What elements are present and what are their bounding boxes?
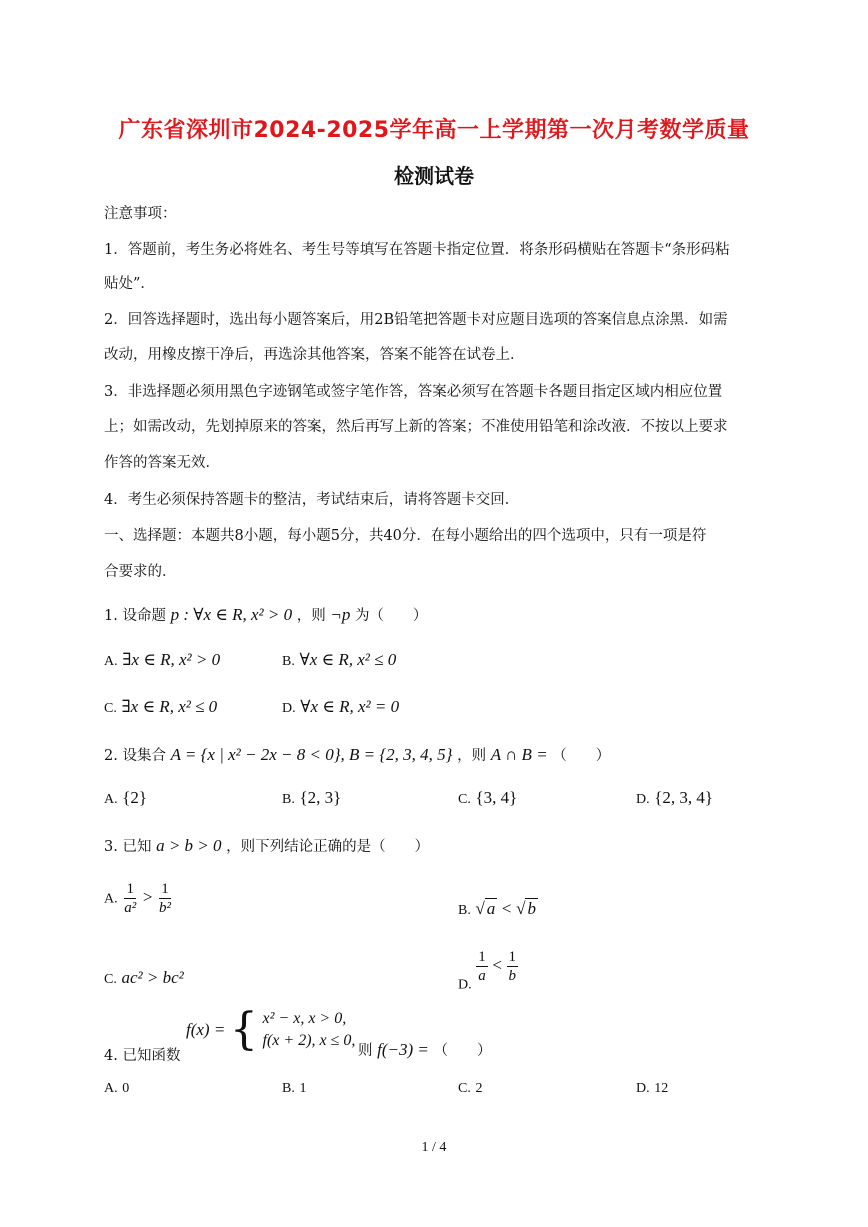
- q4-function-definition: [186, 1004, 356, 1055]
- page-number: 1 / 4: [421, 1140, 447, 1155]
- q3-option-b: B. √ a < √ b: [458, 899, 536, 918]
- q3-option-c-label: C.: [104, 972, 117, 987]
- q2-suffix: （ ）: [552, 748, 611, 764]
- fraction-numerator: 1: [508, 949, 517, 965]
- q1-option-c-text: ∃x ∈ R, x² ≤ 0: [121, 697, 218, 716]
- q3-option-b-sqrt-b: b: [527, 899, 536, 918]
- q4-option-c: [458, 1078, 482, 1099]
- q4-mid: 则: [358, 1043, 373, 1059]
- q1-option-b-label: B.: [282, 654, 295, 669]
- q3-option-a: [104, 880, 173, 917]
- q2-option-d: [636, 788, 713, 810]
- notice-item-2b: 改动，用橡皮擦干净后，再选涂其他答案，答案不能答在试卷上．: [104, 347, 525, 363]
- q1-option-c: [104, 697, 217, 719]
- q3-option-d-operator: <: [492, 955, 502, 975]
- q3-option-c: [104, 968, 184, 990]
- q3-option-d: [458, 948, 518, 996]
- section-intro-a: 一、选择题：本题共8小题，每小题5分，共40分．在每小题给出的四个选项中，只有一项是符: [104, 528, 707, 544]
- q4-suffix: （ ）: [433, 1043, 492, 1059]
- q2-option-b-label: B.: [282, 792, 295, 807]
- notice-item-1b: 贴处”．: [104, 276, 155, 292]
- q2-option-b: [282, 788, 341, 810]
- q3-option-d-fraction-1: [476, 948, 488, 985]
- question-2-stem: [104, 745, 774, 766]
- q4-tail: [358, 1040, 491, 1061]
- q4-option-c-label: C.: [458, 1081, 471, 1096]
- q1-option-a: [104, 650, 220, 672]
- notice-item-1a: 1．答题前，考生务必将姓名、考生号等填写在答题卡指定位置．将条形码横贴在答题卡“条形码粘: [104, 242, 730, 258]
- q4-option-a-text: 0: [122, 1081, 130, 1096]
- fraction-denominator: a: [478, 968, 486, 984]
- q4-option-a: [104, 1078, 129, 1099]
- q4-option-d-text: 12: [654, 1081, 669, 1096]
- q4-prefix: 4. 已知函数: [104, 1048, 181, 1064]
- notice-item-3a: 3．非选择题必须用黑色字迹钢笔或签字笔作答，答案必须写在答题卡各题目指定区域内相应位置: [104, 384, 723, 400]
- q4-option-a-label: A.: [104, 1081, 118, 1096]
- q4-option-c-text: 2: [475, 1081, 483, 1096]
- q3-option-d-label: D.: [458, 977, 472, 993]
- q3-prefix: 3. 已知: [104, 839, 152, 855]
- q2-option-a-text: {2}: [122, 788, 148, 807]
- fraction-denominator: a²: [124, 900, 137, 916]
- q1-option-d-label: D.: [282, 701, 296, 716]
- q1-option-c-label: C.: [104, 701, 117, 716]
- q3-option-b-operator: <: [501, 899, 512, 918]
- q2-option-d-label: D.: [636, 792, 650, 807]
- q2-option-d-text: {2, 3, 4}: [654, 788, 714, 807]
- q2-expression-2: A ∩ B =: [490, 745, 548, 764]
- fraction-denominator: b: [508, 968, 517, 984]
- q1-option-d: [282, 697, 399, 719]
- q1-prefix: 1. 设命题: [104, 608, 166, 624]
- notice-heading: 注意事项：: [104, 206, 177, 222]
- fraction-numerator: 1: [126, 881, 134, 897]
- q3-option-a-fraction-1: [122, 880, 138, 917]
- q3-expression: a > b > 0: [156, 836, 222, 855]
- exam-title-line1: 广东省深圳市2024-2025学年高一上学期第一次月考数学质量: [118, 118, 750, 143]
- q2-option-c: [458, 788, 517, 810]
- fraction-denominator: b²: [159, 900, 172, 916]
- fraction-numerator: 1: [161, 881, 169, 897]
- q4-case-2: f(x + 2), x ≤ 0,: [262, 1032, 356, 1049]
- q2-expression: A = {x | x² − 2x − 8 < 0}, B = {2, 3, 4, 5}: [170, 745, 453, 764]
- notice-item-3b: 上；如需改动，先划掉原来的答案，然后再写上新的答案；不准使用铅笔和涂改液．不按以上要求: [104, 419, 728, 435]
- q4-option-d-label: D.: [636, 1081, 650, 1096]
- q2-option-a-label: A.: [104, 792, 118, 807]
- question-3-stem: [104, 836, 774, 857]
- q3-option-c-text: ac² > bc²: [121, 968, 184, 987]
- section-intro-b: 合要求的．: [104, 564, 177, 580]
- q1-option-a-label: A.: [104, 654, 118, 669]
- notice-item-4: 4．考生必须保持答题卡的整洁，考试结束后，请将答题卡交回．: [104, 492, 520, 508]
- q4-case-1: x² − x, x > 0,: [262, 1010, 347, 1027]
- q1-option-b: [282, 650, 396, 672]
- notice-item-3c: 作答的答案无效．: [104, 455, 220, 471]
- q1-suffix: 为（ ）: [354, 608, 428, 624]
- q2-prefix: 2. 设集合: [104, 748, 166, 764]
- q1-expression: p : ∀x ∈ R, x² > 0: [170, 605, 293, 624]
- q2-option-b-text: {2, 3}: [299, 788, 342, 807]
- q1-mid: ，则: [296, 608, 326, 624]
- q2-option-c-text: {3, 4}: [475, 788, 518, 807]
- q4-brace: {: [229, 1004, 258, 1055]
- q2-option-c-label: C.: [458, 792, 471, 807]
- q1-option-d-text: ∀x ∈ R, x² = 0: [300, 697, 400, 716]
- q3-option-a-fraction-2: [157, 880, 173, 917]
- q4-option-b-label: B.: [282, 1081, 295, 1096]
- q4-cases: [263, 1008, 356, 1052]
- q4-option-b-text: 1: [299, 1081, 307, 1096]
- q3-option-d-fraction-2: [507, 948, 519, 985]
- notice-item-2a: 2．回答选择题时，选出每小题答案后，用2B铅笔把答题卡对应题目选项的答案信息点涂黑．如需: [104, 312, 728, 328]
- q3-suffix: ，则下列结论正确的是（ ）: [226, 839, 430, 855]
- q4-option-b: [282, 1078, 306, 1099]
- q1-option-b-text: ∀x ∈ R, x² ≤ 0: [299, 650, 397, 669]
- q3-option-b-label: B.: [458, 903, 471, 918]
- q1-negation: ¬p: [330, 605, 351, 624]
- q4-function-name: f(x) =: [186, 1020, 226, 1039]
- question-1-stem: [104, 605, 774, 626]
- q3-option-a-operator: >: [142, 887, 153, 907]
- exam-title-line2: 检测试卷: [394, 164, 474, 188]
- fraction-numerator: 1: [478, 949, 486, 965]
- q1-option-a-text: ∃x ∈ R, x² > 0: [122, 650, 221, 669]
- q3-option-a-label: A.: [104, 891, 118, 907]
- q2-option-a: [104, 788, 147, 810]
- q4-option-d: [636, 1078, 668, 1099]
- q3-option-b-sqrt-a: a: [486, 899, 496, 918]
- q2-mid: ，则: [457, 748, 487, 764]
- q4-expression-2: f(−3) =: [377, 1040, 429, 1059]
